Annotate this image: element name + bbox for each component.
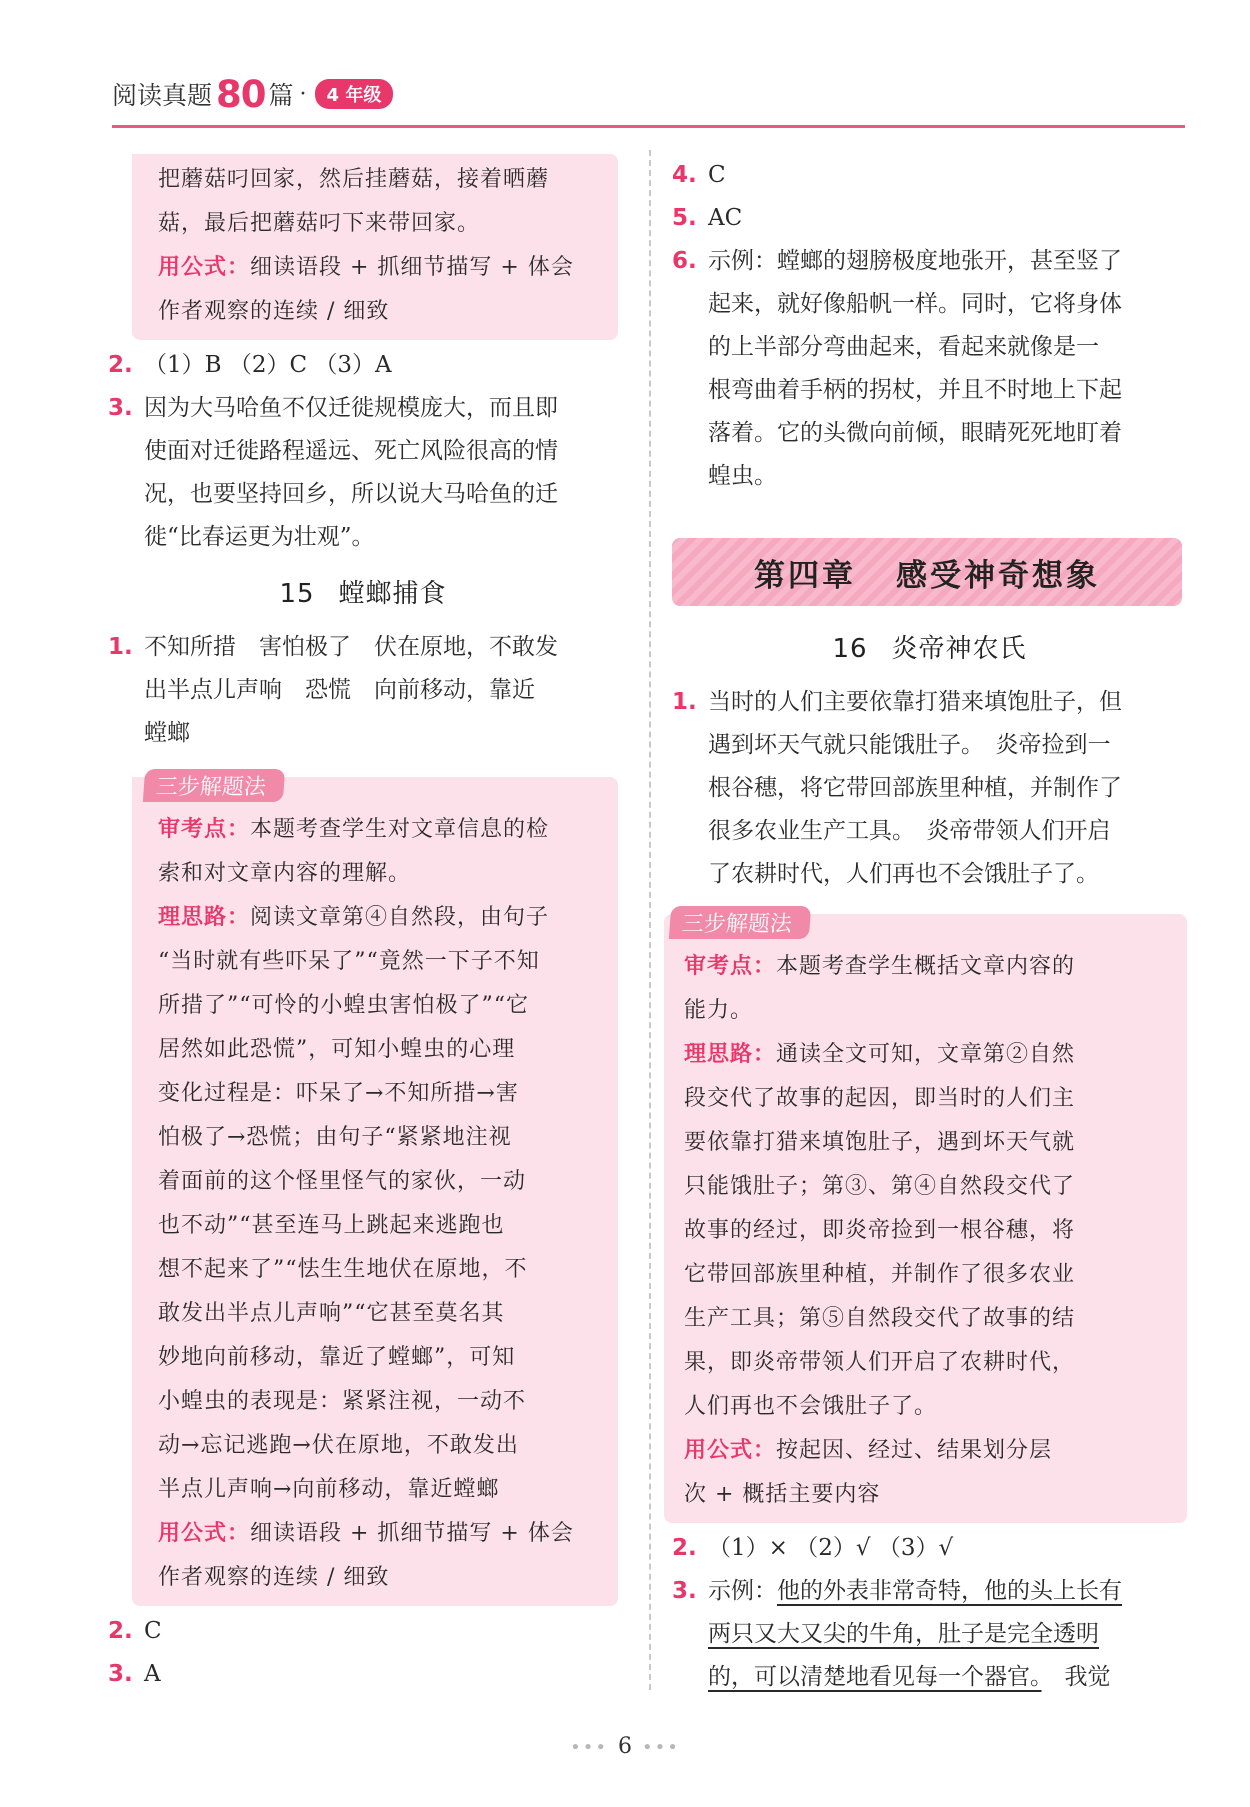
formula-line-2: 作者观察的连续 / 细致 (158, 299, 390, 324)
question-number: 1. (108, 634, 133, 660)
question-number: 3. (108, 395, 133, 421)
footer-dots-left: ••• (570, 1737, 608, 1758)
answer-text: （1）B （2）C （3）A (144, 352, 392, 378)
page-footer (0, 1734, 1250, 1759)
answer-line: 落着。它的头微向前倾，眼睛死死地盯着 (708, 420, 1122, 446)
question-4 (672, 154, 1187, 197)
answer-line: 因为大马哈鱼不仅迁徙规模庞大，而且即 (144, 395, 558, 421)
question-number: 2. (672, 1535, 697, 1561)
answer-line: 很多农业生产工具。 炎帝带领人们开启 (708, 818, 1111, 844)
lesson-15-question-1 (108, 626, 618, 755)
three-step-box: 三步解题法 审考点：本题考查学生对文章信息的检 索和对文章内容的理解。 理思路：阅读文章第④自然段，由句子 “当时就有些吓呆了”“竟然一下子不知 所措了”“可怜的小蝗虫害怕极了”“它 居然如此恐慌”，可知小蝗虫的心理 变化过程是：吓呆了→不知所措→害 怕极了→恐慌；由句子“紧紧地注视 着面前的这个怪里怪气的家伙，一动 也不动”“甚至连马上跳起来逃跑也 想不起来了”“怯生生地伏在原地，不 敢发出半点儿声响”“它甚至莫名其 妙地向前移动，靠近了螳螂”，可知 小蝗虫的表现是：紧紧注视，一动不 动→忘记逃跑→伏在原地，不敢发出 半点儿声响→向前移动，靠近螳螂 用公式：细读语段 + 抓细节描写 + 体会 作者观察的连续 / 细致 (132, 777, 618, 1606)
header-divider (112, 125, 1185, 128)
answer-line: 两只又大又尖的牛角，肚子是完全透明 (708, 1621, 1099, 1647)
answer-line: 的上半部分弯曲起来，看起来就像是一 (708, 334, 1099, 360)
lesson-15-question-2 (108, 1610, 618, 1653)
book-title-number: 80 (216, 72, 266, 116)
answer-line: 当时的人们主要依靠打猎来填饱肚子，但 (708, 689, 1122, 715)
question-3 (108, 387, 618, 559)
exam-point-line: 审考点：本题考查学生对文章信息的检 (158, 817, 550, 842)
chapter-banner (672, 538, 1182, 606)
lesson-16-question-2 (672, 1527, 1187, 1570)
question-number: 1. (672, 689, 697, 715)
formula-line: 用公式：按起因、经过、结果划分层 (684, 1438, 1053, 1463)
question-number: 4. (672, 162, 697, 188)
answer-line: 根弯曲着手柄的拐杖，并且不时地上下起 (708, 377, 1122, 403)
question-2 (108, 344, 618, 387)
three-step-tag: 三步解题法 (669, 906, 811, 939)
lesson-16-question-3 (672, 1570, 1187, 1699)
answer-box-continued (132, 154, 618, 340)
answer-line: 根谷穗，将它带回部族里种植，并制作了 (708, 775, 1122, 801)
answer-line: 遇到坏天气就只能饿肚子。 炎帝捡到一 (708, 732, 1111, 758)
formula-line: 用公式：细读语段 + 抓细节描写 + 体会 (158, 255, 574, 280)
chapter-label: 第四章 (754, 557, 856, 594)
grade-badge: 4 年级 (315, 79, 394, 109)
question-number: 2. (108, 1618, 133, 1644)
formula-line: 用公式：细读语段 + 抓细节描写 + 体会 (158, 1521, 574, 1546)
answer-line: 了农耕时代，人们再也不会饿肚子了。 (708, 861, 1099, 887)
lesson-15-title: 15 螳螂捕食 (279, 579, 447, 609)
answer-line: 不知所措 害怕极了 伏在原地，不敢发 (144, 634, 558, 660)
answer-text: A (144, 1661, 161, 1687)
box-text-line: 把蘑菇叼回家，然后挂蘑菇，接着晒蘑 (158, 167, 550, 192)
question-number: 3. (108, 1661, 133, 1687)
answer-text: C (708, 162, 726, 188)
answer-line: 的，可以清楚地看见每一个器官。 我觉 (708, 1664, 1111, 1690)
three-step-tag: 三步解题法 (143, 769, 285, 802)
answer-text: （1）× （2）√ （3）√ (708, 1535, 954, 1561)
formula-label: 用公式： (158, 255, 251, 280)
question-6 (672, 240, 1187, 498)
page-header (112, 74, 393, 114)
lesson-15-question-3 (108, 1653, 618, 1696)
box-text-line: 菇，最后把蘑菇叼下来带回家。 (158, 211, 481, 236)
book-title-suffix: 篇 (268, 81, 294, 110)
question-5 (672, 197, 1187, 240)
answer-text: AC (708, 205, 743, 231)
question-number: 6. (672, 248, 697, 274)
exam-point-line: 审考点：本题考查学生概括文章内容的 (684, 954, 1076, 979)
answer-line: 况，也要坚持回乡，所以说大马哈鱼的迁 (144, 481, 558, 507)
answer-line: 使面对迁徙路程遥远、死亡风险很高的情 (144, 438, 558, 464)
answer-line: 起来，就好像船帆一样。同时，它将身体 (708, 291, 1122, 317)
left-column (108, 154, 618, 1696)
answer-text: C (144, 1618, 162, 1644)
lesson-16-question-1 (672, 681, 1187, 896)
book-title-prefix: 阅读真题 (112, 81, 213, 110)
question-number: 5. (672, 205, 697, 231)
lesson-16-title: 16 炎帝神农氏 (832, 634, 1027, 664)
right-column (672, 154, 1187, 1699)
footer-dots-right: ••• (642, 1737, 680, 1758)
answer-line: 示例：他的外表非常奇特，他的头上长有 (708, 1578, 1122, 1604)
answer-line: 徙“比春运更为壮观”。 (144, 524, 375, 550)
idea-line: 理思路：通读全文可知，文章第②自然 (684, 1042, 1076, 1067)
idea-line: 理思路：阅读文章第④自然段，由句子 (158, 905, 550, 930)
title-separator: · (299, 81, 307, 107)
question-number: 2. (108, 352, 133, 378)
page-number: 6 (618, 1734, 632, 1759)
answer-line: 螳螂 (144, 720, 190, 746)
chapter-title: 感受神奇想象 (896, 557, 1100, 594)
question-number: 3. (672, 1578, 697, 1604)
answer-line: 出半点儿声响 恐慌 向前移动，靠近 (144, 677, 535, 703)
three-step-box: 三步解题法 审考点：本题考查学生概括文章内容的 能力。 理思路：通读全文可知，文章第②自然 段交代了故事的起因，即当时的人们主 要依靠打猎来填饱肚子，遇到坏天气就 只能饿肚子；第③、第④自然段交代了 故事的经过，即炎帝捡到一根谷穗，将 它带回部族里种植，并制作了很多农业 生产工具；第⑤自然段交代了故事的结 果，即炎帝带领人们开启了农耕时代， 人们再也不会饿肚子了。 用公式：按起因、经过、结果划分层 次 + 概括主要内容 (664, 914, 1187, 1523)
answer-line: 蝗虫。 (708, 463, 777, 489)
answer-line: 示例：螳螂的翅膀极度地张开，甚至竖了 (708, 248, 1122, 274)
column-divider (649, 150, 651, 1690)
